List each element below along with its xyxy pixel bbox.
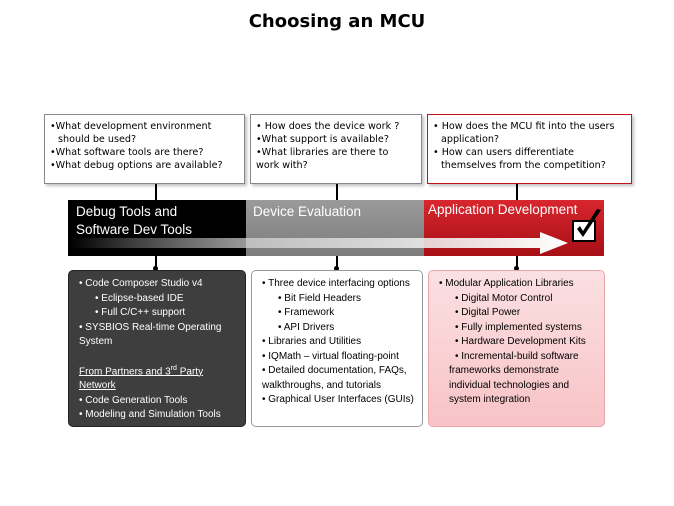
list-item: • API Drivers xyxy=(278,321,335,333)
list-item: individual technologies and xyxy=(449,379,570,391)
partners-text: Party xyxy=(176,365,204,377)
detail-box-device xyxy=(251,270,423,427)
stage-label-line: Debug Tools and xyxy=(76,204,178,219)
stage-label-app xyxy=(428,201,577,219)
list-item: • Code Composer Studio v4 xyxy=(79,278,203,289)
list-item: • Libraries and Utilities xyxy=(262,336,362,347)
list-item: System xyxy=(79,336,113,347)
question-line: •What libraries are there to xyxy=(256,147,389,158)
question-line: •What software tools are there? xyxy=(50,147,204,158)
stage-label-debug xyxy=(76,203,192,239)
list-item: • Eclipse-based IDE xyxy=(95,292,184,304)
list-item: • Modular Application Libraries xyxy=(439,278,574,289)
list-item: • SYSBIOS Real-time Operating xyxy=(79,321,222,333)
list-item: • Digital Motor Control xyxy=(455,292,553,304)
list-item: • Three device interfacing options xyxy=(262,278,410,289)
partners-sup: rd xyxy=(170,364,177,372)
list-item: • Code Generation Tools xyxy=(79,394,188,406)
list-item: • Bit Field Headers xyxy=(278,292,361,304)
question-line: •What debug options are available? xyxy=(50,160,223,171)
stage-label-line: Device Evaluation xyxy=(253,204,362,219)
question-line: • How does the MCU fit into the users xyxy=(433,121,615,132)
stage-label-device xyxy=(253,203,361,221)
question-line: should be used? xyxy=(58,134,137,145)
list-item: • Modeling and Simulation Tools xyxy=(79,409,221,421)
question-line: • How can users differentiate xyxy=(433,147,574,158)
question-line: •What development environment xyxy=(50,121,212,132)
list-item: frameworks demonstrate xyxy=(449,365,560,376)
list-item: • Framework xyxy=(278,307,335,318)
list-item: system integration xyxy=(449,394,531,405)
list-item: • Fully implemented systems xyxy=(455,321,582,333)
detail-box-debug xyxy=(68,270,246,427)
question-line: •What support is available? xyxy=(256,134,389,145)
list-item: • Full C/C++ support xyxy=(95,307,186,318)
page-title: Choosing an MCU xyxy=(248,11,426,32)
question-line: application? xyxy=(441,134,500,145)
question-line: themselves from the competition? xyxy=(441,160,606,171)
question-line: • How does the device work ? xyxy=(256,121,400,132)
list-item: • Graphical User Interfaces (GUIs) xyxy=(262,394,414,405)
partners-heading xyxy=(75,362,239,380)
stage-label-line: Application Development xyxy=(428,202,578,217)
list-item: • Incremental-build software xyxy=(455,350,579,362)
partners-text: From Partners and 3 xyxy=(79,365,171,377)
list-item: • Digital Power xyxy=(455,307,521,318)
partners-heading: Network xyxy=(79,380,116,392)
stage-label-line: Software Dev Tools xyxy=(76,222,193,237)
list-item: walkthroughs, and tutorials xyxy=(262,379,381,391)
detail-box-app xyxy=(428,270,605,427)
list-item: • Detailed documentation, FAQs, xyxy=(262,365,407,376)
question-line: work with? xyxy=(256,160,308,171)
list-item: • IQMath – virtual floating-point xyxy=(262,350,399,362)
list-item: • Hardware Development Kits xyxy=(455,336,586,347)
